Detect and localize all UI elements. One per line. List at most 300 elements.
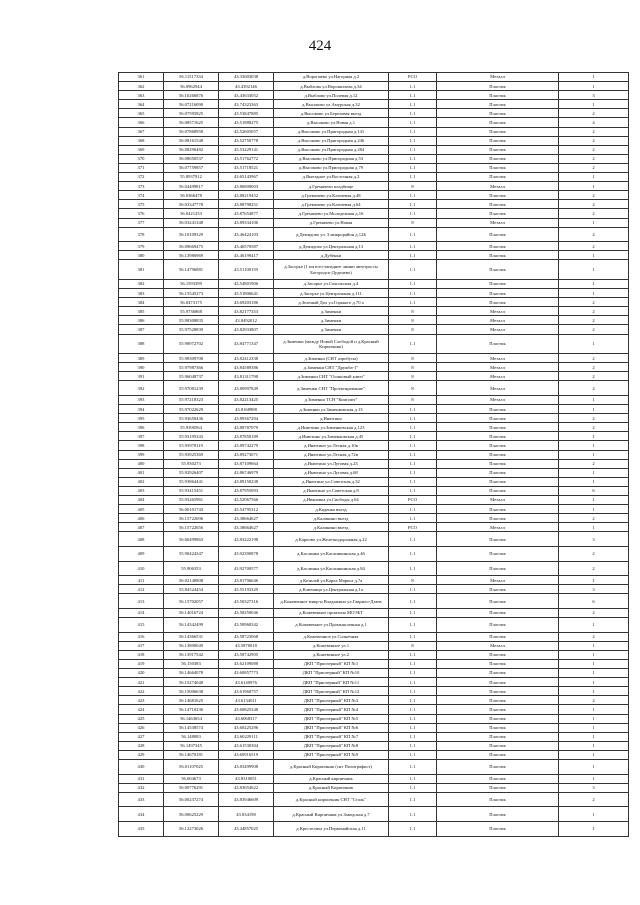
- table-row: [119, 325, 629, 334]
- row-number-cell: 380: [119, 251, 164, 260]
- table-row: [119, 145, 629, 154]
- latitude-cell: 56.00101743: [164, 505, 219, 514]
- table-row: [119, 423, 629, 432]
- material-cell: Пластик: [437, 191, 559, 200]
- table-row: [119, 783, 629, 792]
- latitude-cell: 56.1463654: [164, 714, 219, 723]
- material-cell: Металл: [437, 523, 559, 532]
- row-number-cell: 433: [119, 792, 164, 807]
- longitude-cell: 43.60857773: [219, 669, 274, 678]
- longitude-cell: 43.69203186: [219, 298, 274, 307]
- placement-code-cell: РСО: [389, 496, 437, 505]
- table-row: [119, 741, 629, 750]
- table-row: [119, 372, 629, 381]
- latitude-cell: 56.14681625: [164, 696, 219, 705]
- table-row: [119, 441, 629, 450]
- placement-code-cell: 1.1: [389, 532, 437, 547]
- container-count-cell: 2: [559, 316, 629, 325]
- address-cell: д.Кожевенное ул.Солнечная: [274, 632, 389, 641]
- table-row: [119, 200, 629, 209]
- placement-code-cell: 1.1: [389, 145, 437, 154]
- placement-code-cell: 8: [389, 381, 437, 396]
- address-cell: д.Гремячево ул.Ключевая д.48: [274, 191, 389, 200]
- container-count-cell: 6: [559, 486, 629, 495]
- material-cell: Пластик: [437, 618, 559, 633]
- table-row: [119, 182, 629, 191]
- address-cell: д.Выблово ул.Ворошилова д.34: [274, 82, 389, 91]
- container-count-cell: 2: [559, 372, 629, 381]
- longitude-cell: 43.834198: [219, 807, 274, 822]
- material-cell: Пластик: [437, 807, 559, 822]
- row-number-cell: 386: [119, 316, 164, 325]
- table-row: [119, 173, 629, 182]
- placement-code-cell: 1.1: [389, 163, 437, 172]
- row-number-cell: 403: [119, 486, 164, 495]
- material-cell: Пластик: [437, 127, 559, 136]
- row-number-cell: 378: [119, 227, 164, 242]
- container-count-cell: 2: [559, 127, 629, 136]
- material-cell: Пластик: [437, 154, 559, 163]
- placement-code-cell: 1.1: [389, 783, 437, 792]
- row-number-cell: 376: [119, 209, 164, 218]
- address-cell: ДКП "Приозерный" КП №11: [274, 678, 389, 687]
- longitude-cell: 43.8492012: [219, 316, 274, 325]
- table-row: [119, 523, 629, 532]
- table-row: [119, 354, 629, 363]
- row-number-cell: 431: [119, 774, 164, 783]
- placement-code-cell: 1.1: [389, 669, 437, 678]
- latitude-cell: 55.98308835: [164, 316, 219, 325]
- longitude-cell: 43.82177353: [219, 307, 274, 316]
- address-cell: д.Красный Кирпичник (снт Полиграфист): [274, 759, 389, 774]
- placement-code-cell: 1.1: [389, 714, 437, 723]
- material-cell: Пластик: [437, 594, 559, 609]
- row-number-cell: 362: [119, 82, 164, 91]
- row-number-cell: 379: [119, 242, 164, 251]
- address-cell: д.Кожевенное ул.2: [274, 650, 389, 659]
- latitude-cell: 55.92926407: [164, 468, 219, 477]
- row-number-cell: 425: [119, 714, 164, 723]
- longitude-cell: 43.80997849: [219, 381, 274, 396]
- longitude-cell: 43.87654877: [219, 209, 274, 218]
- longitude-cell: 43.61960757: [219, 687, 274, 696]
- longitude-cell: 43.83499908: [219, 759, 274, 774]
- row-number-cell: 389: [119, 354, 164, 363]
- table-row: [119, 381, 629, 396]
- row-number-cell: 423: [119, 696, 164, 705]
- row-number-cell: 392: [119, 381, 164, 396]
- row-number-cell: 399: [119, 450, 164, 459]
- address-cell: д.Красный Кирпичник ул.Заводская д.7: [274, 807, 389, 822]
- placement-code-cell: 1.1: [389, 414, 437, 423]
- container-count-cell: 1: [559, 750, 629, 759]
- longitude-cell: 43.58960342: [219, 618, 274, 633]
- row-number-cell: 404: [119, 496, 164, 505]
- address-cell: д.Кожевенное ул.1: [274, 641, 389, 650]
- container-count-cell: 3: [559, 783, 629, 792]
- material-cell: Пластик: [437, 432, 559, 441]
- latitude-cell: 56.07216090: [164, 100, 219, 109]
- table-row: [119, 118, 629, 127]
- address-cell: д.Выездное ул.Восточная д.2: [274, 173, 389, 182]
- row-number-cell: 419: [119, 659, 164, 668]
- address-cell: д.Выблово ул.Полевая д.12: [274, 91, 389, 100]
- row-number-cell: 406: [119, 514, 164, 523]
- row-number-cell: 427: [119, 732, 164, 741]
- latitude-cell: 56.10266876: [164, 91, 219, 100]
- latitude-cell: 55.8937912: [164, 173, 219, 182]
- container-count-cell: 2: [559, 792, 629, 807]
- longitude-cell: 43.87850189: [219, 432, 274, 441]
- longitude-cell: 43.51718521: [219, 163, 274, 172]
- table-row: [119, 109, 629, 118]
- container-count-cell: 1: [559, 334, 629, 354]
- row-number-cell: 400: [119, 459, 164, 468]
- latitude-cell: 56.15545273: [164, 289, 219, 298]
- placement-code-cell: 1.1: [389, 732, 437, 741]
- material-cell: Пластик: [437, 450, 559, 459]
- placement-code-cell: 1.1: [389, 759, 437, 774]
- table-row: [119, 363, 629, 372]
- material-cell: Пластик: [437, 334, 559, 354]
- latitude-cell: 56.14710236: [164, 705, 219, 714]
- latitude-cell: 55.93415451: [164, 486, 219, 495]
- latitude-cell: 56.08050537: [164, 154, 219, 163]
- table-body: [119, 73, 629, 837]
- placement-code-cell: 8: [389, 325, 437, 334]
- row-number-cell: 382: [119, 279, 164, 288]
- longitude-cell: 43.52750778: [219, 136, 274, 145]
- address-cell: д.Высоково ул.Пригородная д.53: [274, 154, 389, 163]
- latitude-cell: 55.9736868: [164, 307, 219, 316]
- container-count-cell: 1: [559, 182, 629, 191]
- material-cell: Пластик: [437, 505, 559, 514]
- address-cell: д.Высоково ул.Березовая въезд: [274, 109, 389, 118]
- material-cell: Пластик: [437, 91, 559, 100]
- address-cell: д.Инютино ул.Советская д.8: [274, 486, 389, 495]
- material-cell: Пластик: [437, 200, 559, 209]
- address-cell: д.Гремячево ул.Новая: [274, 218, 389, 227]
- container-count-cell: 2: [559, 136, 629, 145]
- longitude-cell: 43.88798251: [219, 200, 274, 209]
- container-count-cell: 1: [559, 396, 629, 405]
- placement-code-cell: 8: [389, 316, 437, 325]
- material-cell: Пластик: [437, 750, 559, 759]
- container-count-cell: 1: [559, 405, 629, 414]
- latitude-cell: 56.02140808: [164, 576, 219, 585]
- material-cell: Металл: [437, 396, 559, 405]
- material-cell: Пластик: [437, 687, 559, 696]
- placement-code-cell: 1.1: [389, 289, 437, 298]
- row-number-cell: 432: [119, 783, 164, 792]
- latitude-cell: 55.97081239: [164, 381, 219, 396]
- address-cell: д.Ивановка ул.Свободы д.64: [274, 496, 389, 505]
- placement-code-cell: 1.1: [389, 127, 437, 136]
- material-cell: Металл: [437, 496, 559, 505]
- latitude-cell: 56.03241348: [164, 218, 219, 227]
- latitude-cell: 56.15702057: [164, 594, 219, 609]
- placement-code-cell: 1.1: [389, 334, 437, 354]
- row-number-cell: 371: [119, 163, 164, 172]
- longitude-cell: 43.82412338: [219, 354, 274, 363]
- table-row: [119, 218, 629, 227]
- table-row: [119, 468, 629, 477]
- material-cell: Пластик: [437, 659, 559, 668]
- material-cell: Пластик: [437, 714, 559, 723]
- table-row: [119, 209, 629, 218]
- container-count-cell: 3: [559, 532, 629, 547]
- material-cell: Пластик: [437, 821, 559, 836]
- placement-code-cell: 1.1: [389, 561, 437, 576]
- longitude-cell: 43.60916519: [219, 750, 274, 759]
- row-number-cell: 393: [119, 396, 164, 405]
- address-cell: д.Высоково ул.Пригородная д.79: [274, 163, 389, 172]
- container-count-cell: 2: [559, 363, 629, 372]
- longitude-cell: 43.86746979: [219, 468, 274, 477]
- table-row: [119, 774, 629, 783]
- longitude-cell: 43.89742279: [219, 441, 274, 450]
- address-cell: д.Инютино: [274, 414, 389, 423]
- longitude-cell: 43.52605057: [219, 127, 274, 136]
- material-cell: Пластик: [437, 632, 559, 641]
- placement-code-cell: 1.1: [389, 298, 437, 307]
- row-number-cell: 430: [119, 759, 164, 774]
- address-cell: д.Инютино ул.Лесная д.10в: [274, 441, 389, 450]
- placement-code-cell: 1.1: [389, 136, 437, 145]
- address-cell: ДКП "Приозерный" КП №9: [274, 750, 389, 759]
- placement-code-cell: РСО: [389, 523, 437, 532]
- row-number-cell: 388: [119, 334, 164, 354]
- material-cell: Металл: [437, 641, 559, 650]
- address-cell: ДКП "Приозерный" КП №6: [274, 723, 389, 732]
- latitude-cell: 56.0473175: [164, 298, 219, 307]
- row-number-cell: 385: [119, 307, 164, 316]
- placement-code-cell: 8: [389, 576, 437, 585]
- longitude-cell: 43.6134011: [219, 696, 274, 705]
- address-cell: д.Высоково ул.Новая д.1: [274, 118, 389, 127]
- container-count-cell: 1: [559, 450, 629, 459]
- latitude-cell: 56.07595825: [164, 109, 219, 118]
- longitude-cell: 43.82213425: [219, 396, 274, 405]
- address-cell: д.Зеленый Дол ул.Горького д.70 а: [274, 298, 389, 307]
- row-number-cell: 413: [119, 594, 164, 609]
- container-count-cell: 1: [559, 650, 629, 659]
- longitude-cell: 43.52067566: [219, 496, 274, 505]
- latitude-cell: 56.06499863: [164, 532, 219, 547]
- table-row: [119, 576, 629, 585]
- latitude-cell: 56.1497345: [164, 741, 219, 750]
- table-row: [119, 594, 629, 609]
- placement-code-cell: 8: [389, 307, 437, 316]
- page-number: 424: [308, 38, 332, 54]
- longitude-cell: 43.83222198: [219, 532, 274, 547]
- address-cell: ДКП "Приозерный" КП №5: [274, 714, 389, 723]
- material-cell: Пластик: [437, 650, 559, 659]
- table-row: [119, 100, 629, 109]
- container-count-cell: 1: [559, 669, 629, 678]
- table-row: [119, 316, 629, 325]
- table-row: [119, 477, 629, 486]
- container-count-cell: 1: [559, 289, 629, 298]
- placement-code-cell: 1.1: [389, 468, 437, 477]
- longitude-cell: 43.83654622: [219, 783, 274, 792]
- address-cell: д.Калинино въезд: [274, 514, 389, 523]
- placement-code-cell: 1.1: [389, 632, 437, 641]
- row-number-cell: 411: [119, 576, 164, 585]
- material-cell: Пластик: [437, 118, 559, 127]
- address-cell: д.Красный кирпичник: [274, 774, 389, 783]
- placement-code-cell: 8: [389, 372, 437, 381]
- longitude-cell: 43.89150238: [219, 477, 274, 486]
- longitude-cell: 43.53229141: [219, 145, 274, 154]
- material-cell: Пластик: [437, 209, 559, 218]
- row-number-cell: 395: [119, 414, 164, 423]
- container-count-cell: 2: [559, 381, 629, 396]
- address-cell: д.Инютино ул.Советская д.32: [274, 477, 389, 486]
- row-number-cell: 417: [119, 641, 164, 650]
- material-cell: Пластик: [437, 163, 559, 172]
- latitude-cell: 56.09669475: [164, 242, 219, 251]
- container-count-cell: 2: [559, 325, 629, 334]
- latitude-cell: 56.08161548: [164, 136, 219, 145]
- table-row: [119, 705, 629, 714]
- address-cell: д.Карпово ул.Железнодорожная д.22: [274, 532, 389, 547]
- longitude-cell: 43.51100159: [219, 260, 274, 280]
- address-cell: д.Дубёнки: [274, 251, 389, 260]
- latitude-cell: 56.07759857: [164, 163, 219, 172]
- table-row: [119, 723, 629, 732]
- container-count-cell: 1: [559, 477, 629, 486]
- latitude-cell: 55.98309708: [164, 354, 219, 363]
- row-number-cell: 370: [119, 154, 164, 163]
- longitude-cell: 43.46570587: [219, 242, 274, 251]
- latitude-cell: 56.08290482: [164, 145, 219, 154]
- table-row: [119, 405, 629, 414]
- longitude-cell: 43.86800003: [219, 182, 274, 191]
- longitude-cell: 43.58742905: [219, 650, 274, 659]
- table-row: [119, 650, 629, 659]
- table-row: [119, 532, 629, 547]
- longitude-cell: 43.38664627: [219, 514, 274, 523]
- row-number-cell: 401: [119, 468, 164, 477]
- container-count-cell: 6: [559, 594, 629, 609]
- row-number-cell: 402: [119, 477, 164, 486]
- container-sites-table: [118, 72, 629, 837]
- placement-code-cell: 1.1: [389, 209, 437, 218]
- latitude-cell: 56.13986969: [164, 251, 219, 260]
- row-number-cell: 422: [119, 687, 164, 696]
- longitude-cell: 43.6140976: [219, 678, 274, 687]
- placement-code-cell: 8: [389, 218, 437, 227]
- container-count-cell: 1: [559, 774, 629, 783]
- material-cell: Пластик: [437, 468, 559, 477]
- placement-code-cell: 1.1: [389, 547, 437, 562]
- container-count-cell: 1: [559, 732, 629, 741]
- row-number-cell: 414: [119, 608, 164, 617]
- material-cell: Металл: [437, 354, 559, 363]
- latitude-cell: 55.97987366: [164, 363, 219, 372]
- container-count-cell: 3: [559, 91, 629, 100]
- longitude-cell: 43.88787079: [219, 423, 274, 432]
- address-cell: ДКП "Приозерный" КП №1: [274, 659, 389, 668]
- container-count-cell: 1: [559, 496, 629, 505]
- latitude-cell: 55.930273: [164, 459, 219, 468]
- container-count-cell: 1: [559, 260, 629, 280]
- address-cell: д.Инютино ул.Луговая д.68: [274, 468, 389, 477]
- longitude-cell: 43.44857025: [219, 821, 274, 836]
- container-count-cell: 2: [559, 696, 629, 705]
- latitude-cell: 55.906353: [164, 561, 219, 576]
- address-cell: ДКП "Приозерный" КП №12: [274, 687, 389, 696]
- address-cell: д.Кожевенное ул.Промышленная д.1: [274, 618, 389, 633]
- placement-code-cell: 1.1: [389, 807, 437, 822]
- latitude-cell: 55.93864441: [164, 477, 219, 486]
- container-count-cell: 1: [559, 441, 629, 450]
- table-row: [119, 414, 629, 423]
- address-cell: д.Высоково ул.Амурская д.32: [274, 100, 389, 109]
- container-count-cell: 2: [559, 163, 629, 172]
- row-number-cell: 368: [119, 136, 164, 145]
- table-row: [119, 298, 629, 307]
- latitude-cell: 56.004673: [164, 774, 219, 783]
- row-number-cell: 428: [119, 741, 164, 750]
- latitude-cell: 55.96048737: [164, 372, 219, 381]
- container-count-cell: 2: [559, 423, 629, 432]
- table-row: [119, 659, 629, 668]
- table-row: [119, 669, 629, 678]
- placement-code-cell: 1.1: [389, 650, 437, 659]
- table-row: [119, 496, 629, 505]
- longitude-cell: 43.87955093: [219, 486, 274, 495]
- container-count-cell: 1: [559, 659, 629, 668]
- placement-code-cell: 1.1: [389, 227, 437, 242]
- material-cell: Пластик: [437, 547, 559, 562]
- placement-code-cell: 1.1: [389, 242, 437, 251]
- address-cell: д.Демидово ул.Центральная д.13: [274, 242, 389, 251]
- table-row: [119, 641, 629, 650]
- material-cell: Металл: [437, 363, 559, 372]
- material-cell: Пластик: [437, 289, 559, 298]
- table-row: [119, 432, 629, 441]
- address-cell: д.Зименки СНТ "Дружба-1": [274, 363, 389, 372]
- row-number-cell: 384: [119, 298, 164, 307]
- placement-code-cell: 1.1: [389, 585, 437, 594]
- longitude-cell: 43.62109088: [219, 659, 274, 668]
- row-number-cell: 387: [119, 325, 164, 334]
- row-number-cell: 363: [119, 91, 164, 100]
- table-row: [119, 334, 629, 354]
- placement-code-cell: 8: [389, 396, 437, 405]
- material-cell: Пластик: [437, 705, 559, 714]
- placement-code-cell: 1.1: [389, 441, 437, 450]
- table-row: [119, 618, 629, 633]
- latitude-cell: 55.93650436: [164, 414, 219, 423]
- table-row: [119, 732, 629, 741]
- placement-code-cell: 1.1: [389, 154, 437, 163]
- container-count-cell: 2: [559, 200, 629, 209]
- row-number-cell: 408: [119, 532, 164, 547]
- table-row: [119, 396, 629, 405]
- address-cell: д.Кожевенное микр-н Владыкино ул.Гаврило-Дзаев: [274, 594, 389, 609]
- material-cell: Металл: [437, 218, 559, 227]
- container-count-cell: 1: [559, 821, 629, 836]
- container-count-cell: 2: [559, 298, 629, 307]
- latitude-cell: 56.1593399: [164, 279, 219, 288]
- placement-code-cell: 1.1: [389, 91, 437, 100]
- table-row: [119, 514, 629, 523]
- container-count-cell: 1: [559, 173, 629, 182]
- row-number-cell: 429: [119, 750, 164, 759]
